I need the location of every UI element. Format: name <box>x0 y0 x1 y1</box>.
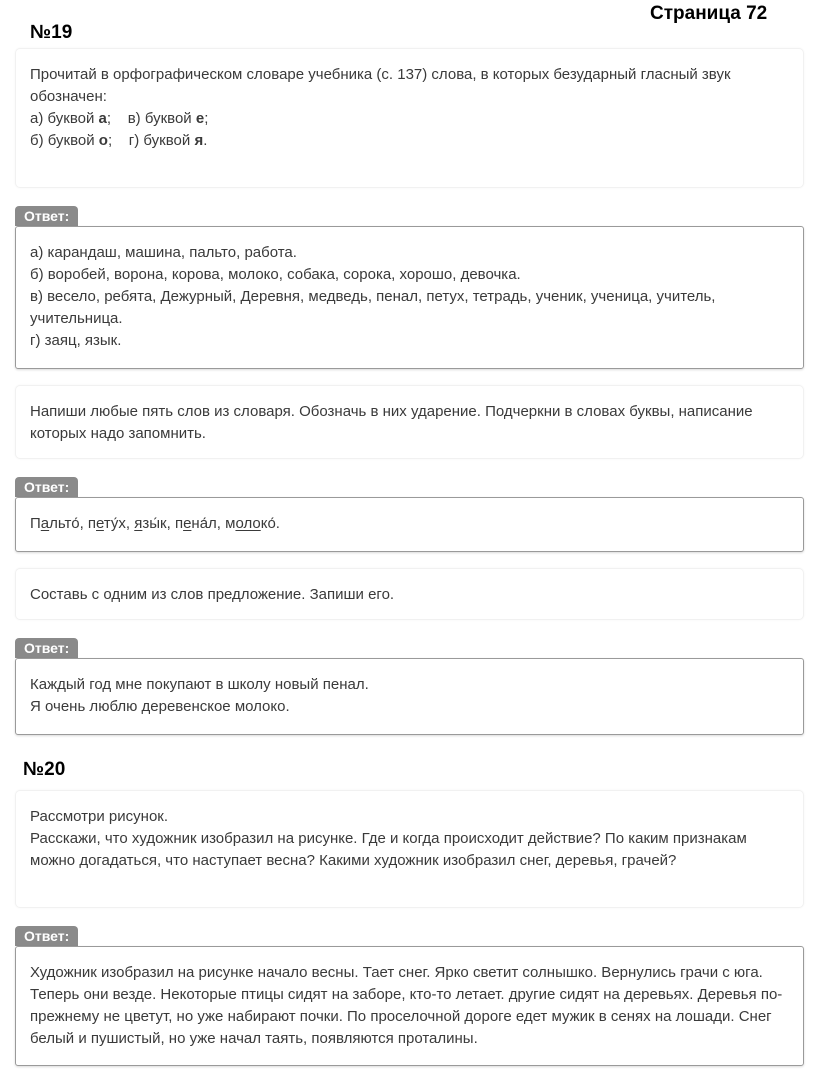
answer-label: Ответ: <box>15 206 78 226</box>
answer-line: г) заяц, язык. <box>30 332 122 349</box>
question-option-line: б) буквой о; г) буквой я. <box>30 132 208 149</box>
question-text: Составь с одним из слов предложение. Запиши его. <box>30 586 395 603</box>
answer-label: Ответ: <box>15 638 78 658</box>
answer-label: Ответ: <box>15 477 78 497</box>
answer-box-19-1 <box>15 226 804 369</box>
answer-text: Художник изобразил на рисунке начало весны. Тает снег. Ярко светит солнышко. Вернулись грачи с юга. Теперь они везде. Некоторые птицы сидят на заборе, кто-то летает. другие сидят на деревьях. Деревья по-прежнему не цветут, но уже набирают почки. По проселочной дороге едет мужик в сенях на лошади. Снег белый и пушистый, но уже начал таять, появляются проталины. <box>30 964 783 1047</box>
answer-line: а) карандаш, машина, пальто, работа. <box>30 244 297 261</box>
question-text: Расскажи, что художник изобразил на рисунке. Где и когда происходит действие? По каким признакам можно догадаться, что наступает весна? Какими художник изобразил снег, деревья, грачей? <box>30 830 747 869</box>
answer-label: Ответ: <box>15 926 78 946</box>
question-box-19-3 <box>15 568 804 620</box>
question-option-line: а) буквой а; в) буквой е; <box>30 110 209 127</box>
task-number-19: №19 <box>30 22 73 43</box>
answer-line: Каждый год мне покупают в школу новый пенал. <box>30 676 369 693</box>
answer-line: Пальто́, пету́х, язы́к, пена́л, молоко́. <box>30 515 280 532</box>
question-text: Рассмотри рисунок. <box>30 808 169 825</box>
answer-box-20-1 <box>15 946 804 1066</box>
answer-line: Я очень люблю деревенское молоко. <box>30 698 290 715</box>
question-box-19-2 <box>15 385 804 459</box>
page-number: Страница 72 <box>650 3 768 24</box>
question-box-19-1 <box>15 48 804 188</box>
question-box-20-1 <box>15 790 804 908</box>
question-text: Прочитай в орфографическом словаре учебника (с. 137) слова, в которых безударный гласный звук обозначен: <box>30 66 731 105</box>
answer-line: б) воробей, ворона, корова, молоко, собака, сорока, хорошо, девочка. <box>30 266 521 283</box>
question-text: Напиши любые пять слов из словаря. Обозначь в них ударение. Подчеркни в словах буквы, написание которых надо запомнить. <box>30 403 753 442</box>
answer-box-19-2 <box>15 497 804 552</box>
answer-line: в) весело, ребята, Дежурный, Деревня, медведь, пенал, петух, тетрадь, ученик, ученица, учитель, учительница. <box>30 288 716 327</box>
task-number-20: №20 <box>23 759 66 780</box>
answer-box-19-3 <box>15 658 804 735</box>
